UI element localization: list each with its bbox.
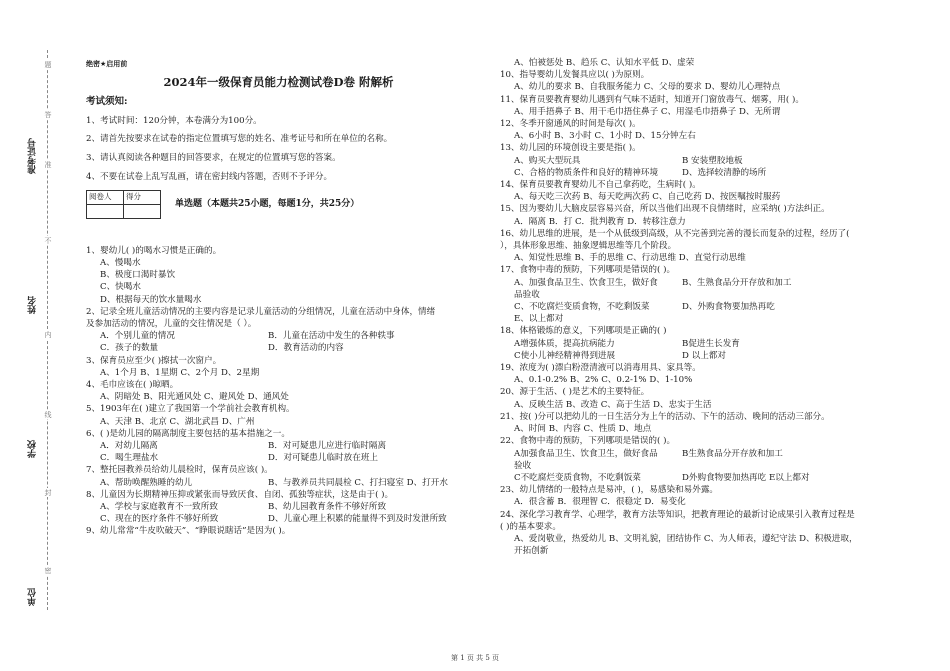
option-a: C、合格的物质条件和良好的精神环境 [514, 167, 659, 178]
seal-mark: 内 [44, 331, 52, 338]
answer-options [86, 501, 471, 513]
answer-options: A、1个月 B、1星期 C、2个月 D、2星期 [100, 367, 260, 378]
option-b: B、幼儿园教育条件不够好所致 [268, 502, 387, 513]
binding-margin [0, 0, 62, 671]
question-text: 20、源于生活、( )是艺术的主要特征。 [500, 387, 650, 398]
seal-mark: 准 [44, 161, 52, 168]
answer-options: A、慢喝水 [100, 258, 141, 268]
question-text: 2、记录全班儿童活动情况的主要内容是记录儿童活动的分组情况，儿童在活动中身体，情绪 [86, 306, 436, 317]
answer-options: A、用手捂鼻子 B、用干毛巾捂住鼻子 C、用湿毛巾捂鼻子 D、无所谓 [514, 106, 781, 117]
option-b: B 安装塑胶地板 [682, 155, 743, 166]
score-cell: 得分 [124, 190, 161, 204]
grader-blank[interactable] [87, 204, 124, 218]
question-text: 17、食物中毒的预防，下列哪项是错误的( )。 [500, 265, 676, 276]
grader-cell: 阅卷人 [87, 190, 124, 204]
page-title: 2024年一级保育员能力检测试卷D卷 附解析 [163, 75, 394, 90]
option-b: D、儿童心理上积累的能量得不到及时发泄所致 [268, 514, 447, 525]
question-text: 21、按( )分可以把幼儿的一日生活分为上午的活动、下午的活动、晚间的活动三部分。 [500, 411, 830, 422]
seal-mark: 题 [44, 61, 52, 68]
answer-options: A、6小时 B、3小时 C、1小时 D、15分钟左右 [514, 131, 696, 142]
option-a: C使小儿神经精神得到进展 [514, 350, 616, 361]
question-list-left [86, 245, 471, 538]
answer-options: A．很含蓄 B．很理智 C．很稳定 D．易变化 [514, 497, 686, 508]
answer-options: A、幼儿的要求 B、自我服务能力 C、父母的要求 D、婴幼儿心理特点 [514, 82, 781, 93]
answer-options [500, 448, 900, 472]
option-a: A、加强食品卫生、饮食卫生，做好食品验收 [514, 277, 658, 300]
question-text: 15、因为婴幼儿大脑皮层容易兴奋，所以当他们出现不良情绪时，应采纳( )方法纠正。 [500, 204, 830, 215]
score-box-row [86, 190, 471, 219]
option-b: D外购食物要加热再吃 E以上都对 [682, 472, 810, 483]
option-a: A增强体质，提高抗病能力 [514, 338, 615, 349]
seal-mark: 线 [44, 411, 52, 418]
question-text: 23、幼儿情绪的一般特点是易冲，( )，易感染和易外露。 [500, 485, 719, 496]
notice-item: 1、考试时间：120分钟，本卷满分为100分。 [86, 115, 262, 126]
answer-options [500, 155, 900, 167]
option-b: D 以上都对 [682, 350, 726, 361]
option-a: C不吃腐烂变质食物，不吃剩饭菜 [514, 472, 641, 483]
question-text: 18、体格锻炼的意义，下列哪项是正确的( ) [500, 326, 667, 337]
answer-options: A、怕被惩处 B、趋乐 C、认知水平低 D、虚荣 [514, 58, 695, 68]
answer-options: A、每天吃三次药 B、每天吃两次药 C、自己吃药 D、按医嘱按时服药 [514, 192, 781, 203]
question-text: 6、( )是幼儿园的隔离制度主要包括的基本措施之一。 [86, 428, 290, 439]
score-blank[interactable] [124, 204, 161, 218]
question-text: 11、保育员要教育婴幼儿遇到有气味不适时，知道开门窗放毒气、烟雾，用( )。 [500, 94, 804, 105]
option-b: B促进生长发育 [682, 338, 740, 349]
answer-options: 开拓创新 [514, 546, 549, 557]
option-b: B、生熟食品分开存放和加工 [682, 277, 792, 288]
question-text: ），具体形象思维、抽象逻辑思维等几个阶段。 [500, 241, 677, 252]
question-text: 及参加活动的情况，儿童的交往情况是（ ）。 [86, 319, 257, 330]
answer-options: A、反映生活 B、改造 C、高于生活 D、忠实于生活 [514, 399, 712, 410]
notice-item: 2、请首先按要求在试卷的指定位置填写您的姓名、准考证号和所在单位的名称。 [86, 134, 393, 145]
question-text: 7、整托园教养员给幼儿晨检时，保育员应该( )。 [86, 465, 273, 476]
question-text: 9、幼儿常常“牛皮吹破天”、“睁眼说瞎话”是因为( )。 [86, 526, 291, 537]
question-text: 22、食物中毒的预防，下列哪项是错误的( )。 [500, 436, 676, 447]
exam-number-label: 准考证号 [28, 138, 38, 174]
question-text: 10、指导婴幼儿发餐具应以( )为原则。 [500, 70, 650, 81]
answer-options: A、知觉性思维 B、手的思维 C、行动思维 D、直觉行动思维 [514, 253, 746, 264]
score-table [86, 190, 161, 219]
question-text: 1、婴幼儿( )的喝水习惯是正确的。 [86, 245, 222, 256]
option-a: A．对幼儿隔离 [100, 441, 158, 452]
notice-item: 3、请认真阅读各种题目的回答要求，在规定的位置填写您的答案。 [86, 153, 341, 164]
seal-mark: 密 [44, 567, 52, 574]
answer-options [500, 301, 900, 313]
option-a: A．个别儿童的情况 [100, 331, 175, 342]
option-b: D．教育活动的内容 [268, 343, 344, 354]
unit-label: 单位 [28, 588, 38, 606]
seal-mark: 答 [44, 111, 52, 118]
question-text: 12、冬季开窗通风的时间是每次( )。 [500, 119, 641, 130]
option-a: C．孩子的数量 [100, 343, 159, 354]
answer-options: E、以上都对 [514, 314, 564, 325]
notice-item: 4、不要在试卷上乱写乱画，请在密封线内答题，否则不予评分。 [86, 172, 333, 182]
answer-options: D、根据每天的饮水量喝水 [100, 294, 202, 305]
answer-options: A、阴暗处 B、阳光通风处 C、避风处 D、通风处 [100, 392, 289, 403]
answer-options: A．隔离 B．打 C．批判教育 D．转移注意力 [514, 216, 686, 227]
question-text: ( )的基本要求。 [500, 521, 561, 532]
seal-mark: 封 [44, 489, 52, 496]
page-footer: 第 1 页 共 5 页 [450, 654, 500, 662]
right-column [500, 57, 900, 557]
option-b: D．对可疑患儿临时放在班上 [268, 453, 379, 464]
notice-heading: 考试须知: [86, 96, 128, 108]
answer-options [86, 330, 471, 342]
answer-options [500, 472, 900, 484]
question-text: 19、浓度为( )漂白粉澄清液可以消毒用具、家具等。 [500, 363, 701, 374]
school-label: 学校 [28, 440, 38, 458]
option-a: A加强食品卫生、饮食卫生，做好食品验收 [514, 448, 658, 471]
question-text: 3、保育员应至少( )擦拭一次窗户。 [86, 355, 222, 366]
answer-options: A、天津 B、北京 C、湖北武昌 D、广州 [100, 416, 255, 427]
question-text: 5、1903年在( )建立了我国第一个学前社会教育机构。 [86, 404, 295, 415]
option-a: A、帮助唤醒熟睡的幼儿 [100, 477, 193, 488]
answer-options [500, 338, 900, 350]
answer-options [86, 452, 471, 464]
seal-mark: 不 [44, 237, 52, 244]
question-text: 8、儿童因为长期精神压抑或紧张而导致厌食、自闭、孤独等症状，这是由于( )。 [86, 489, 394, 500]
answer-options: C、快喝水 [100, 282, 141, 293]
question-text: 24、深化学习教育学、心理学，教育方法等知识，把教育理论的最新讨论成果引入教育过程是 [500, 509, 855, 520]
question-text: 4、毛巾应该在( )晾晒。 [86, 380, 179, 391]
answer-options [86, 342, 471, 354]
question-text: 14、保育员要教育婴幼儿不自己拿药吃，生病时( )。 [500, 180, 701, 191]
question-list-right [500, 57, 900, 557]
answer-options [500, 350, 900, 362]
option-b: B．对可疑患儿应进行临时隔离 [268, 441, 387, 452]
answer-options [500, 167, 900, 179]
option-a: C．喝生理盐水 [100, 453, 159, 464]
answer-options [86, 477, 471, 489]
option-a: A、学校与家庭教育不一致所致 [100, 502, 218, 513]
answer-options: A、0.1-0.2% B、2% C、0.2-1% D、1-10% [514, 375, 693, 386]
question-text: 16、幼儿思维的进展，是一个从低级到高级，从不完善到完善的漫长而复杂的过程，经历了( [500, 228, 850, 239]
option-a: C、不吃腐烂变质食物，不吃剩饭菜 [514, 302, 650, 313]
secret-label: 绝密★启用前 [86, 60, 128, 68]
answer-options [86, 440, 471, 452]
answer-options [500, 277, 900, 301]
answer-options: B、极度口渴时暴饮 [100, 270, 176, 281]
option-a: C、现在的医疗条件不够好所致 [100, 514, 219, 525]
option-b: D、外购食物要加热再吃 [682, 302, 775, 313]
option-a: A、购买大型玩具 [514, 155, 581, 166]
question-text: 13、幼儿园的环境创设主要是指( )。 [500, 143, 641, 154]
option-b: D、选择较清静的场所 [682, 167, 767, 178]
left-column [86, 58, 471, 538]
option-b: B生熟食品分开存放和加工 [682, 448, 783, 459]
section-heading: 单选题（本题共25小题，每题1分，共25分） [175, 199, 360, 210]
answer-options: A、时间 B、内容 C、性质 D、地点 [514, 424, 652, 435]
name-label: 姓名 [28, 296, 38, 314]
option-b: B．儿童在活动中发生的各种轶事 [268, 331, 395, 342]
option-b: B、与教养员共同晨检 C、打扫寝室 D、打开水 [268, 477, 448, 488]
answer-options [86, 513, 471, 525]
answer-options: A、爱岗敬业，热爱幼儿 B、文明礼貌，团结协作 C、为人师表，遵纪守法 D、积极进取， [514, 533, 858, 544]
